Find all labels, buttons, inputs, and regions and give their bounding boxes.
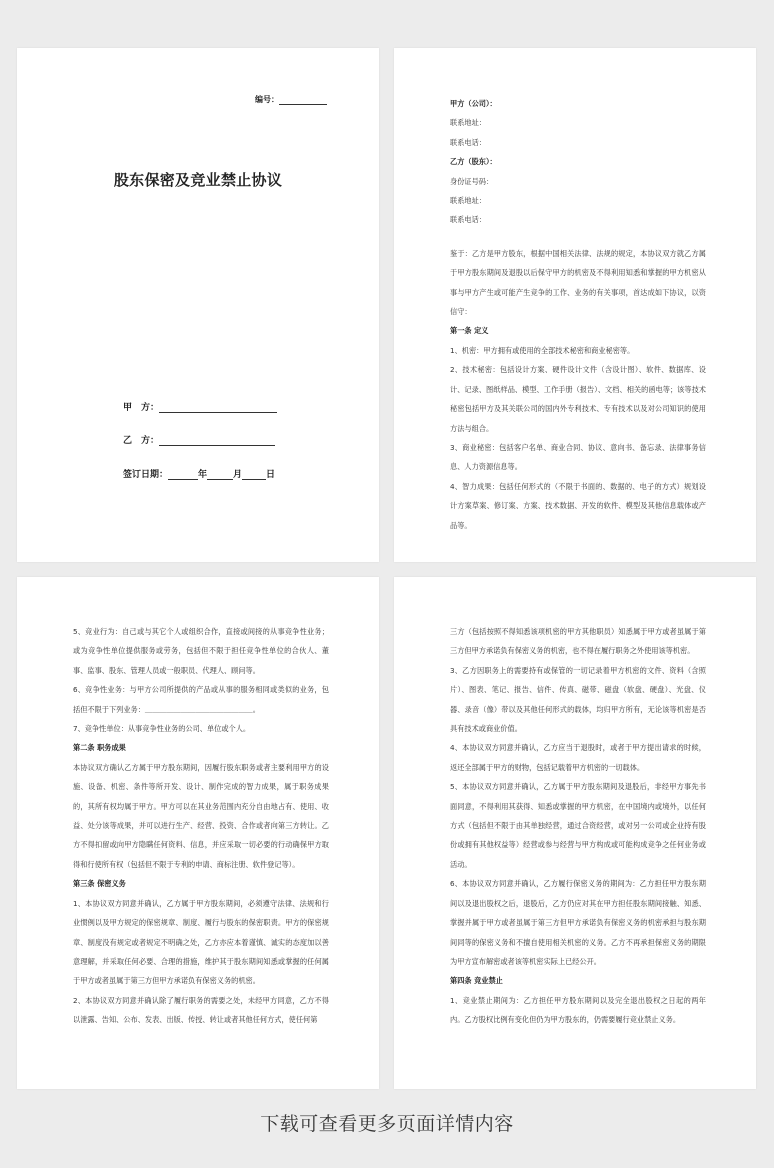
page-4-content [450,622,706,1030]
paragraph: 1、本协议双方同意并确认，乙方属于甲方股东期间，必须遵守法律、法规和行业惯例以及甲方规定的保密规章、制度、履行与股东的保密职责。甲方的保密规章、制度没有规定或者规定不明确之处，乙方亦应本着谨慎、诚实的态度加以善意理解，并采取任何必要、合理的措施，维护其于股东期间知悉或掌握的任何属于甲方或者虽属于第三方但甲方承诺负有保密义务的机密。 [73,898,329,986]
section-heading: 第四条 竞业禁止 [450,976,503,986]
paragraph: 6、本协议双方同意并确认，乙方履行保密义务的期间为：乙方担任甲方股东期间以及退出股权之后，退股后，乙方仍应对其在甲方担任股东期间接触、知悉、掌握并属于甲方或者虽属于第三方但甲方承诺负有保密义务的机密承担与股东期间同等的保密义务和不擅自使用相关机密的义务。乙方不再承担保密义务的期限为甲方宣布解密或者该等机密实际上已经公开。 [450,879,706,966]
sign-date: 签订日期： 年 月 日 [123,470,276,480]
paragraph: 联系地址： [450,118,486,128]
page-3 [17,577,379,1089]
paragraph: 身份证号码： [450,176,494,186]
paragraph: 6、竞争性业务：与甲方公司所提供的产品或从事的服务相同或类似的业务，包括但不限于下列业务：＿＿＿＿＿＿＿＿＿＿＿＿＿＿＿。 [73,685,329,714]
section-heading: 第一条 定义 [450,326,489,336]
paragraph: 联系电话： [450,137,486,147]
paragraph: 5、本协议双方同意并确认，乙方属于甲方股东期间及退股后，非经甲方事先书面同意，不得利用其获得、知悉或掌握的甲方机密，在中国境内或境外，以任何方式（包括但不限于由其单独经营，通过合资经营，或对另一公司或企业持有股份或拥有其他权益等）经营或参与经营与甲方构成或可能构成竞争之任何业务或活动。 [450,782,706,869]
paragraph: 1、机密：甲方拥有或使用的全部技术秘密和商业秘密等。 [450,345,635,355]
paragraph: 2、本协议双方同意并确认除了履行职务的需要之处，未经甲方同意，乙方不得以泄露、告知、公布、发表、出版、传授、转让或者其他任何方式，使任何第 [73,995,329,1025]
document-title: 股东保密及竞业禁止协议 [113,171,283,189]
paragraph: 4、本协议双方同意并确认，乙方应当于退股时，或者于甲方提出请求的时候，返还全部属于甲方的财物，包括记载着甲方机密的一切载体。 [450,743,706,772]
serial-blank [279,96,327,105]
page-cover [17,48,379,562]
section-heading: 第二条 职务成果 [73,743,126,753]
section-heading: 甲方（公司）： [450,99,497,108]
page-3-content [73,622,329,1030]
section-heading: 第三条 保密义务 [73,879,126,889]
page-2-body [450,244,706,535]
section-heading: 乙方（股东）： [450,157,497,167]
serial-number: 编号： [255,94,327,105]
paragraph: 4、智力成果：包括任何形式的（不限于书面的、数据的、电子的方式）规划设计方案草案、修订案、方案、技术数据、开发的软件、模型及其他信息载体或产品等。 [450,481,706,530]
paragraph: 3、乙方因职务上的需要持有或保管的一切记录着甲方机密的文件、资料（含照片）、图表、笔记、报告、信件、传真、磁带、磁盘（软盘、硬盘）、光盘、仪器、录音（像）带以及其他任何形式的载体，均归甲方所有，无论该等机密是否具有技术或商业价值。 [450,665,706,734]
paragraph: 7、竞争性单位：从事竞争性业务的公司、单位或个人。 [73,724,251,734]
party-b-line: 乙 方： [123,433,275,446]
paragraph: 鉴于：乙方是甲方股东，根据中国相关法律、法规的规定，本协议双方就乙方属于甲方股东期间及退股以后保守甲方的机密及不得利用知悉和掌握的甲方机密从事与甲方产生或可能产生竞争的工作、业务的有关事项，首达成如下协议，以资信守： [450,248,706,317]
page-4 [394,577,756,1089]
paragraph: 2、技术秘密：包括设计方案、硬件设计文件（含设计图）、软件、数据库、设计、记录、图纸样品、模型、工作手册（报告）、文档、相关的函电等；该等技术秘密包括甲方及其关联公司的国内外专利技术、专有技术以及对公司知识的使用方法与组合。 [450,365,706,433]
paragraph: 联系电话： [450,215,486,225]
page-2 [394,48,756,562]
party-a-line: 甲 方： [123,400,277,413]
paragraph: 5、竞业行为：自己或与其它个人或组织合作，直接或间接的从事竞争性业务；或为竞争性单位提供服务或劳务，包括但不限于担任竞争性单位的合伙人、董事、监事、股东、管理人员或一般职员、代理人、顾问等。 [73,627,329,675]
paragraph: 本协议双方确认乙方属于甲方股东期间，因履行股东职务或者主要利用甲方的设施、设备、机密、条件等所开发、设计、制作完成的智力成果，属于职务成果的，其所有权均属于甲方。甲方可以在其业务范围内充分自由地占有、使用、收益、处分该等成果，并可以进行生产、经营、投资、合作或者向第三方转让。乙方不得扣留或向甲方隐瞒任何资料、信息，并应采取一切必要的行动确保甲方取得和行使所有权（包括但不限于专利的申请、商标注册、软件登记等）。 [73,762,329,869]
page-4-body [450,622,706,1030]
paragraph: 三方（包括按照不得知悉该项机密的甲方其他职员）知悉属于甲方或者虽属于第三方但甲方承诺负有保密义务的机密，也不得在履行职务之外使用该等机密。 [450,627,706,656]
paragraph: 3、商业秘密：包括客户名单、商业合同、协议、意向书、备忘录、法律事务信息、人力资源信息等。 [450,442,706,472]
party-info [450,94,706,230]
download-more-caption: 下载可查看更多页面详情内容 [260,1113,514,1135]
paragraph: 联系地址： [450,196,486,206]
page-2-content [450,94,706,535]
page-3-body [73,622,329,1030]
paragraph: 1、竞业禁止期间为：乙方担任甲方股东期间以及完全退出股权之日起的两年内。乙方股权比例有变化但仍为甲方股东的，仍需要履行竞业禁止义务。 [450,995,706,1025]
